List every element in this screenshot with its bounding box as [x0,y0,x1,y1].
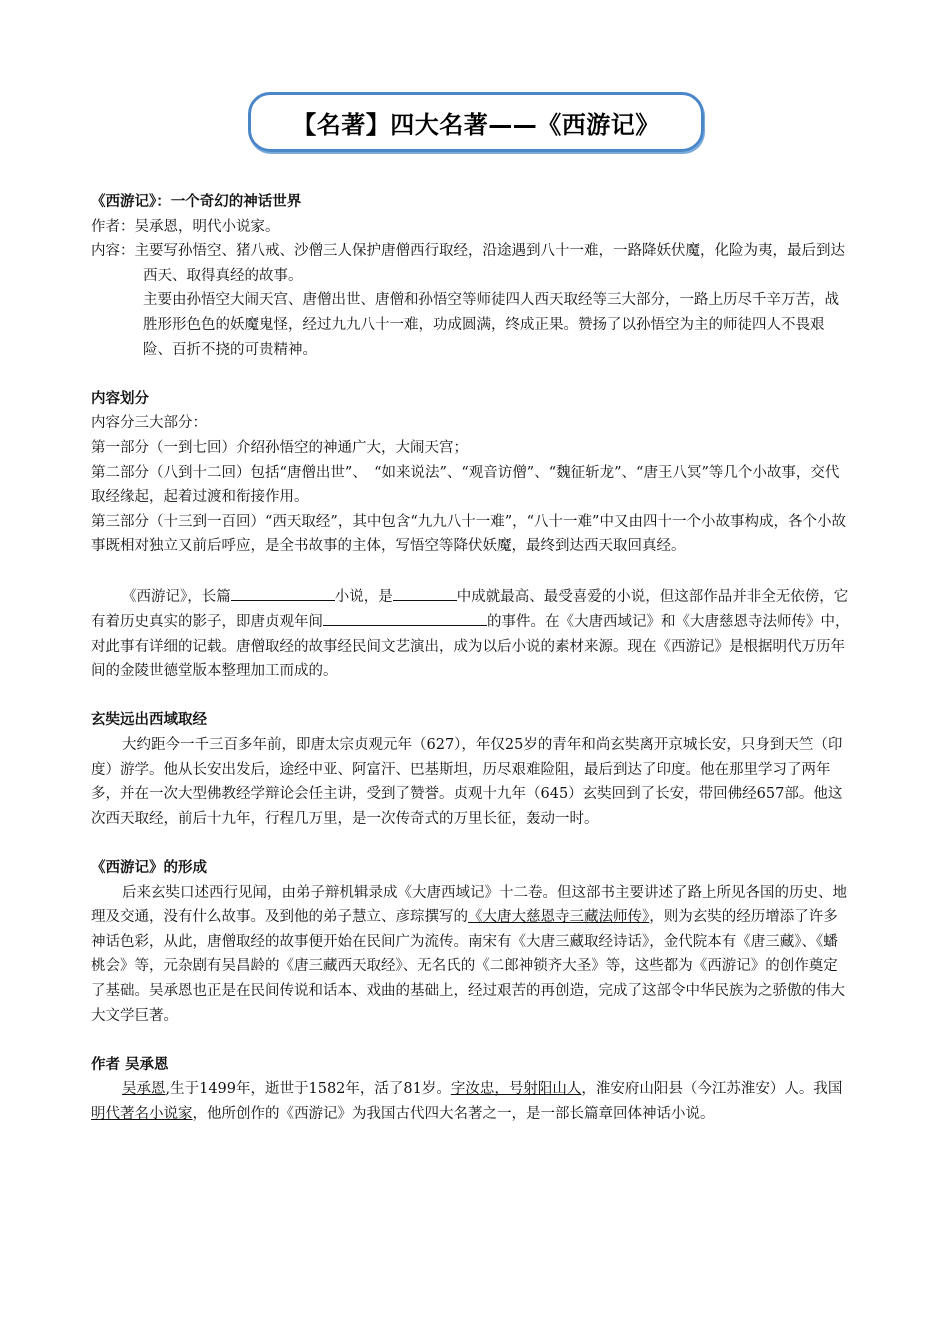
division-part-2: 第二部分（八到十二回）包括“唐僧出世”、 “如来说法”、“观音访僧”、“魏征斩龙”、“唐王八冥”等几个小故事，交代取经缘起，起着过渡和衔接作用。 [91,464,840,506]
fill-text-1: 《西游记》，长篇 [122,588,231,605]
section-heading-author: 作者 吴承恩 [91,1056,169,1073]
fill-text-2: 小说，是 [334,588,393,605]
content-label: 内容： [91,243,135,260]
section-heading-division: 内容划分 [91,390,149,407]
author-text-3: ，他所创作的《西游记》为我国古代四大名著之一，是一部长篇章回体神话小说。 [192,1105,715,1122]
division-part-1: 第一部分（一到七回）介绍孙悟空的神通广大，大闹天宫； [91,439,468,456]
xuanzang-paragraph: 大约距今一千三百多年前，即唐太宗贞观元年（627），年仅25岁的青年和尚玄奘离开京城长安，只身到天竺（印度）游学。他从长安出发后，途经中亚、阿富汗、巴基斯坦，历尽艰难险阻，最后到达了印度。他在那里学习了两年多，并在一次大型佛教经学辩论会任主讲，受到了赞誉。贞观十九年（645）玄奘回到了长安，带回佛经657部。他这次西天取经，前后十九年，行程几万里，是一次传奇式的万里长征，轰动一时。 [91,737,843,827]
blank-2[interactable] [393,584,457,601]
fill-in-paragraph [91,584,851,684]
author-text-2: ，淮安府山阳县（今江苏淮安）人。我国 [581,1081,843,1098]
section-heading-xuanzang: 玄奘远出西域取经 [91,712,207,729]
blank-3[interactable] [323,609,487,626]
page-title: 【名著】四大名著——《西游记》 [292,110,660,139]
formation-paragraph [91,881,851,1029]
author-title: 明代著名小说家 [91,1105,193,1122]
division-intro: 内容分三大部分： [91,415,207,432]
fill-text-4: 的事件。在《大唐西域记》和《大唐慈恩寺法师传》中，对此事有详细的记载。唐僧取经的故事经民间文艺演出，成为以后小说的素材来源。现在《西游记》是根据明代万历年间的金陵世德堂版本整理加工而成的。 [91,614,850,680]
author-line: 作者：吴承恩，明代小说家。 [91,218,280,235]
author-paragraph [91,1077,851,1126]
formation-text-1: 后来玄奘口述西行见闻，由弟子辩机辑录成《大唐西域记》十二卷。但这部书主要讲述了路上所见各国的历史、地理及交通，没有什么故事。及到他的弟子慧立、彦琮撰写的 [91,884,847,926]
content-text-1: 主要写孙悟空、猪八戒、沙僧三人保护唐僧西行取经，沿途遇到八十一难，一路降妖伏魔，化险为夷，最后到达西天、取得真经的故事。 [134,243,845,284]
formation-text-2: ，则为玄奘的经历增添了许多神话色彩，从此，唐僧取经的故事便开始在民间广为流传。南宋有《大唐三藏取经诗话》，金代院本有《唐三藏》、《蟠桃会》等，元杂剧有吴昌龄的《唐三藏西天取经》、无名氏的《二郎神锁齐大圣》等，这些都为《西游记》的创作奠定了基础。吴承恩也正是在民间传说和话本、戏曲的基础上，经过艰苦的再创造，完成了这部令中华民族为之骄傲的伟大大文学巨著。 [91,909,845,1024]
formation-book-title: 《大唐大慈恩寺三藏法师传》 [468,909,650,926]
section-heading-overview: 《西游记》：一个奇幻的神话世界 [91,194,302,210]
blank-1[interactable] [231,584,335,601]
author-name: 吴承恩 [122,1081,166,1098]
author-style-name: 字汝忠，号射阳山人 [450,1081,582,1098]
fill-text-3: 中成就最高、最受喜爱的小说，但这部作品并非全无依傍，它有着历史真实的影子，即唐贞观年间 [91,588,849,631]
division-part-3: 第三部分（十三到一百回）“西天取经”，其中包含“九九八十一难”，“八十一难”中又由四十一个小故事构成，各个小故事既相对独立又前后呼应，是全书故事的主体，写悟空等降伏妖魔，最终到达西天取回真经。 [91,513,846,555]
document-body [91,190,851,1127]
content-paragraph-1 [91,239,851,288]
content-paragraph-2: 主要由孙悟空大闹天宫、唐僧出世、唐僧和孙悟空等师徒四人西天取经等三大部分，一路上历尽千辛万苦，战胜形形色色的妖魔鬼怪，经过九九八十一难，功成圆满，终成正果。赞扬了以孙悟空为主的师徒四人不畏艰险、百折不挠的可贵精神。 [143,292,839,358]
author-text-1: ,生于1499年，逝世于1582年，活了81岁。 [165,1081,451,1098]
section-heading-formation: 《西游记》的形成 [91,860,207,877]
title-box [248,92,704,152]
